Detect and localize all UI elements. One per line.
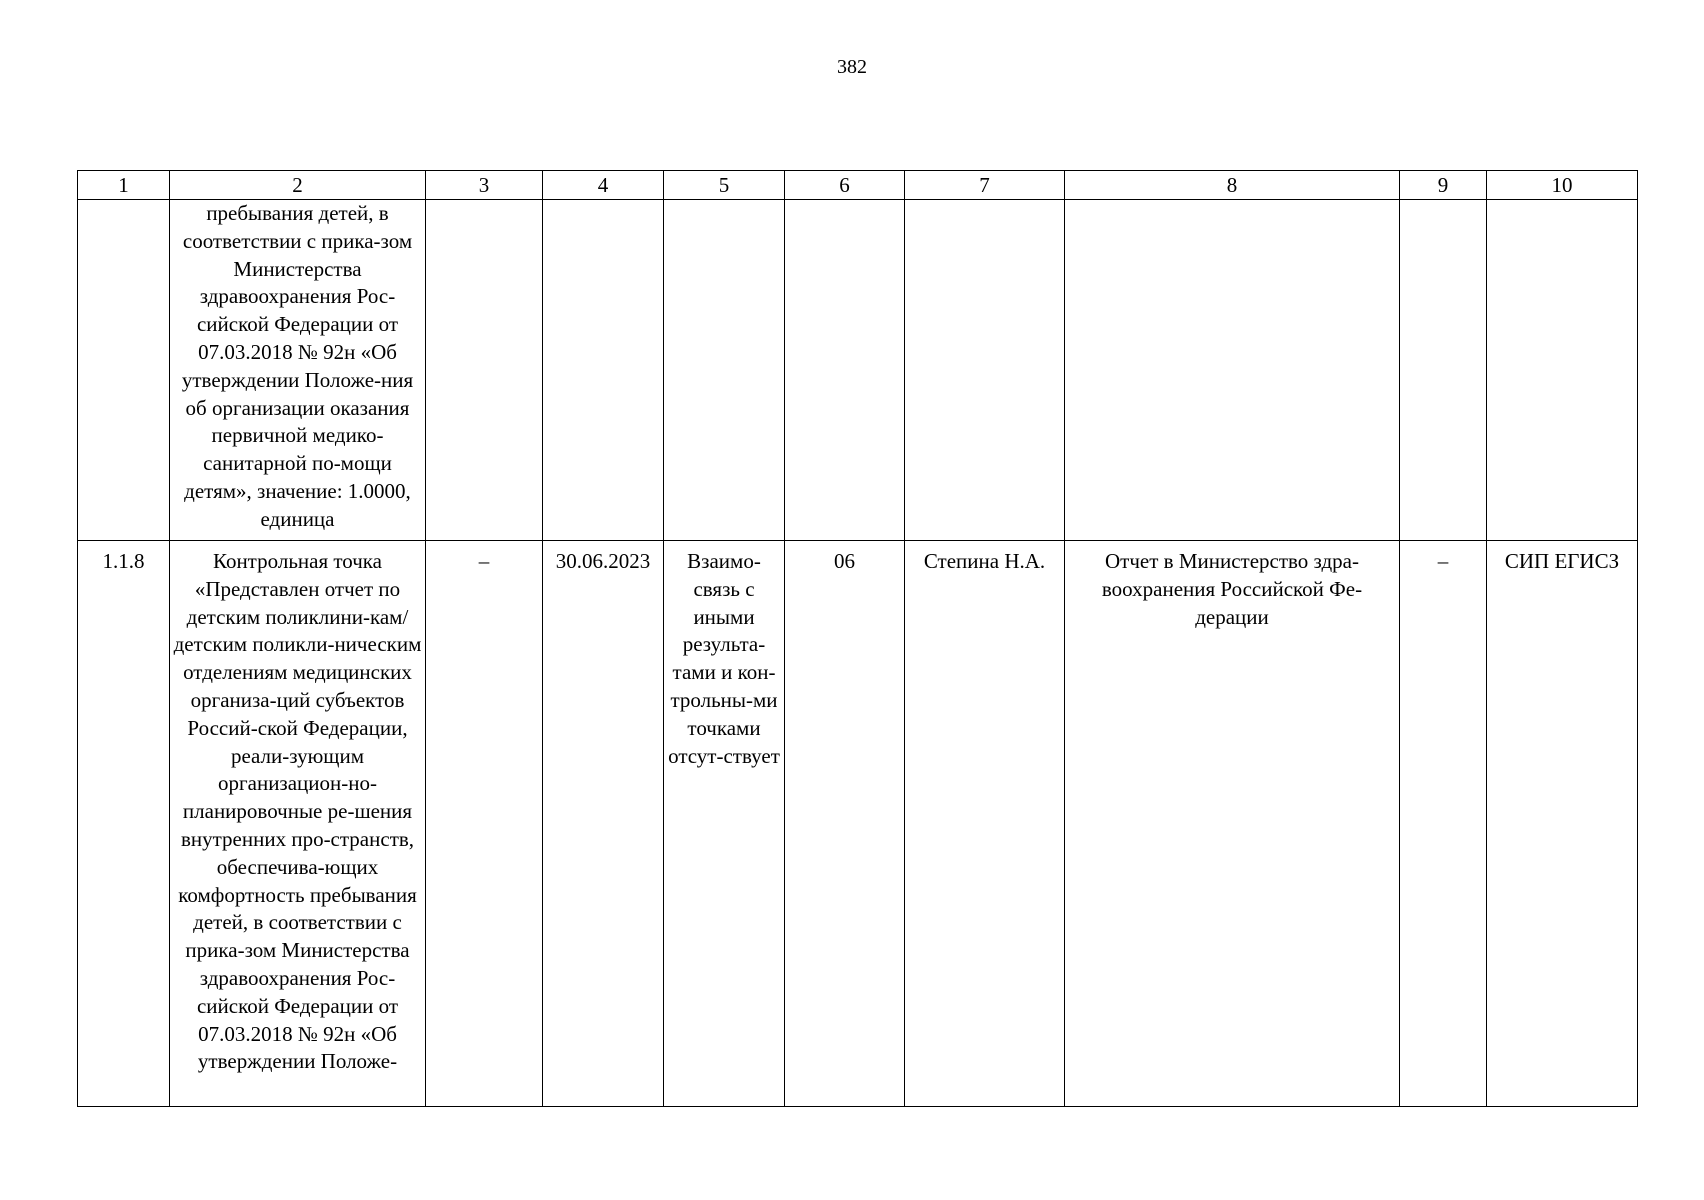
column-number-4: 4 (543, 171, 664, 200)
column-number-7: 7 (905, 171, 1065, 200)
cell-description: Контрольная точка «Представлен отчет по детским поликлини-кам/детским поликли-ническим отделениям медицинских организа-ций субъектов Россий-ской Федерации, реали-зующим организацион-но-планировочные ре-шения внутренних про-странств, обеспечива-ющих комфортность пребывания детей, в соответствии с прика-зом Министерства здравоохранения Рос-сийской Федерации от 07.03.2018 № 92н «Об утверждении Положе- (170, 541, 426, 1107)
plan-table (77, 170, 1638, 1107)
cell-date (543, 200, 664, 541)
column-number-3: 3 (426, 171, 543, 200)
column-number-9: 9 (1400, 171, 1487, 200)
column-number-10: 10 (1487, 171, 1638, 200)
cell-code (785, 200, 905, 541)
cell-col3: – (426, 541, 543, 1107)
cell-code: 06 (785, 541, 905, 1107)
column-number-6: 6 (785, 171, 905, 200)
cell-col3 (426, 200, 543, 541)
cell-system (1487, 200, 1638, 541)
cell-number: 1.1.8 (78, 541, 170, 1107)
cell-col9 (1400, 200, 1487, 541)
cell-col9: – (1400, 541, 1487, 1107)
column-number-8: 8 (1065, 171, 1400, 200)
page-number: 382 (837, 56, 867, 78)
cell-description: пребывания детей, в соответствии с прика-зом Министерства здравоохранения Рос-сийской Федерации от 07.03.2018 № 92н «Об утверждении Положе-ния об организации оказания первичной медико-санитарной по-мощи детям», значение: 1.0000, единица (170, 200, 426, 541)
column-number-1: 1 (78, 171, 170, 200)
cell-responsible (905, 200, 1065, 541)
table-row (78, 541, 1638, 1107)
column-number-2: 2 (170, 171, 426, 200)
cell-system: СИП ЕГИСЗ (1487, 541, 1638, 1107)
table-row (78, 200, 1638, 541)
cell-number (78, 200, 170, 541)
cell-document (1065, 200, 1400, 541)
cell-responsible: Степина Н.А. (905, 541, 1065, 1107)
cell-document: Отчет в Министерство здра-воохранения Российской Фе-дерации (1065, 541, 1400, 1107)
column-number-row (78, 171, 1638, 200)
column-number-5: 5 (664, 171, 785, 200)
cell-date: 30.06.2023 (543, 541, 664, 1107)
cell-relation (664, 200, 785, 541)
cell-relation: Взаимо-связь с иными результа-тами и кон-трольны-ми точками отсут-ствует (664, 541, 785, 1107)
